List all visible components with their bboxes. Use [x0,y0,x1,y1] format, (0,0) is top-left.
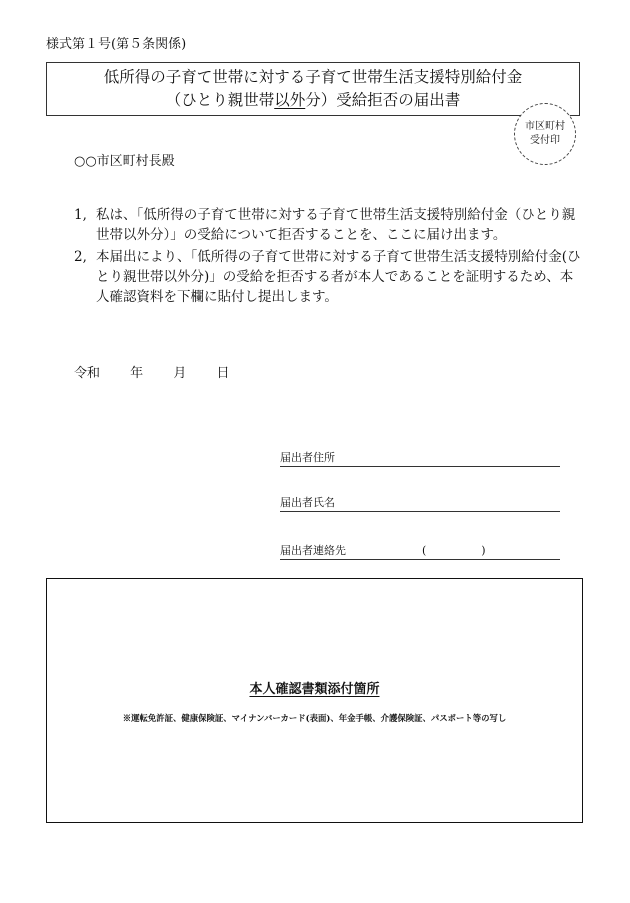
addressee: ○○市区町村長殿 [74,154,175,169]
title-underlined-word: 以外 [274,91,306,109]
attachment-note: ※運転免許証、健康保険証、マイナンバーカード(表面)、年金手帳、介護保険証、パスポート等の写し [122,713,507,723]
date-year: 年 [130,366,144,381]
title-line-1: 低所得の子育て世帯に対する子育て世帯生活支援特別給付金 [103,68,523,86]
declaration-item [74,205,586,245]
date-day: 日 [216,366,230,381]
name-field[interactable] [280,497,560,512]
item-number: 1, [74,207,87,223]
title-box [46,62,580,116]
attachment-title [47,678,582,697]
date-line [74,362,255,381]
attachment-title-text: 本人確認書類添付箇所 [249,682,380,697]
item-number: 2, [74,249,87,265]
stamp-line-1: 市区町村 [525,121,565,132]
contact-field[interactable] [280,545,560,560]
declaration-item [74,247,586,307]
title-line-2 [47,89,579,112]
date-month: 月 [173,366,187,381]
attachment-box [46,578,583,823]
address-label: 届出者住所 [280,451,335,464]
contact-label: 届出者連絡先 [280,544,346,557]
form-number: 様式第１号(第５条関係) [46,37,187,52]
reception-stamp-area [514,103,576,165]
name-label: 届出者氏名 [280,496,335,509]
date-era: 令和 [74,366,101,381]
contact-parens: ( ) [422,544,486,557]
item-text: 私は、「低所得の子育て世帯に対する子育て世帯生活支援特別給付金（ひとり親世帯以外分）」の受給について拒否することを、ここに届け出ます。 [96,207,576,243]
declaration-items [74,205,586,307]
title-line-2-before: （ひとり親世帯 [165,91,275,109]
stamp-line-2: 受付印 [530,135,560,146]
item-text: 本届出により、「低所得の子育て世帯に対する子育て世帯生活支援特別給付金(ひとり親世帯以外分)」の受給を拒否する者が本人であることを証明するため、本人確認資料を下欄に貼付し提出します。 [96,249,581,305]
title-line-2-after: 分）受給拒否の届出書 [305,91,461,109]
address-field[interactable] [280,452,560,467]
